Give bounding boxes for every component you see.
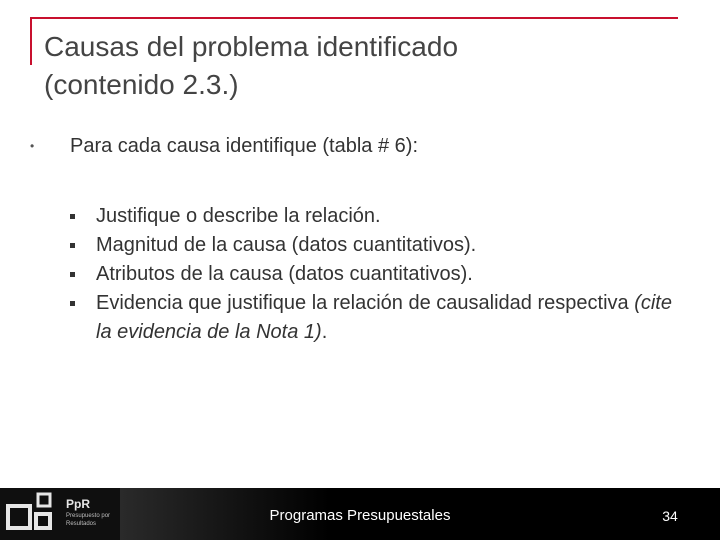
- square-bullet-icon: [70, 272, 75, 277]
- list-item-text-italic: (cite la evidencia de la Nota 1): [96, 292, 672, 343]
- logo-subtext: Presupuesto por Resultados: [66, 513, 111, 527]
- title-accent-left-line: [30, 17, 32, 65]
- square-bullet-icon: [70, 214, 75, 219]
- square-bullet-icon: [70, 301, 75, 306]
- list-item: [60, 260, 672, 289]
- bullet-dot-icon: •: [30, 139, 35, 153]
- list-item-text: Justifique o describe la relación.: [96, 205, 381, 227]
- page-number: 34: [662, 508, 678, 524]
- list-item: [60, 289, 672, 347]
- intro-text: Para cada causa identifique (tabla # 6):: [70, 135, 418, 157]
- list-item: [60, 231, 672, 260]
- logo-text: PpR: [66, 497, 90, 511]
- title-line-2: (contenido 2.3.): [44, 69, 239, 100]
- list-item-text: Atributos de la causa (datos cuantitativos).: [96, 263, 473, 285]
- list-item-text-main: Evidencia que justifique la relación de causalidad respectiva: [96, 292, 635, 314]
- footer-title: Programas Presupuestales: [269, 507, 451, 524]
- title-accent-top-line: [30, 17, 678, 19]
- slide-title: [44, 28, 684, 104]
- list-item-text: [96, 289, 672, 347]
- sub-bullet-list: [60, 202, 672, 347]
- list-item-text: Magnitud de la causa (datos cuantitativos).: [96, 234, 477, 256]
- title-line-1: Causas del problema identificado: [44, 31, 459, 62]
- list-item: [60, 202, 672, 231]
- list-item-text-tail: .: [321, 321, 328, 343]
- square-bullet-icon: [70, 243, 75, 248]
